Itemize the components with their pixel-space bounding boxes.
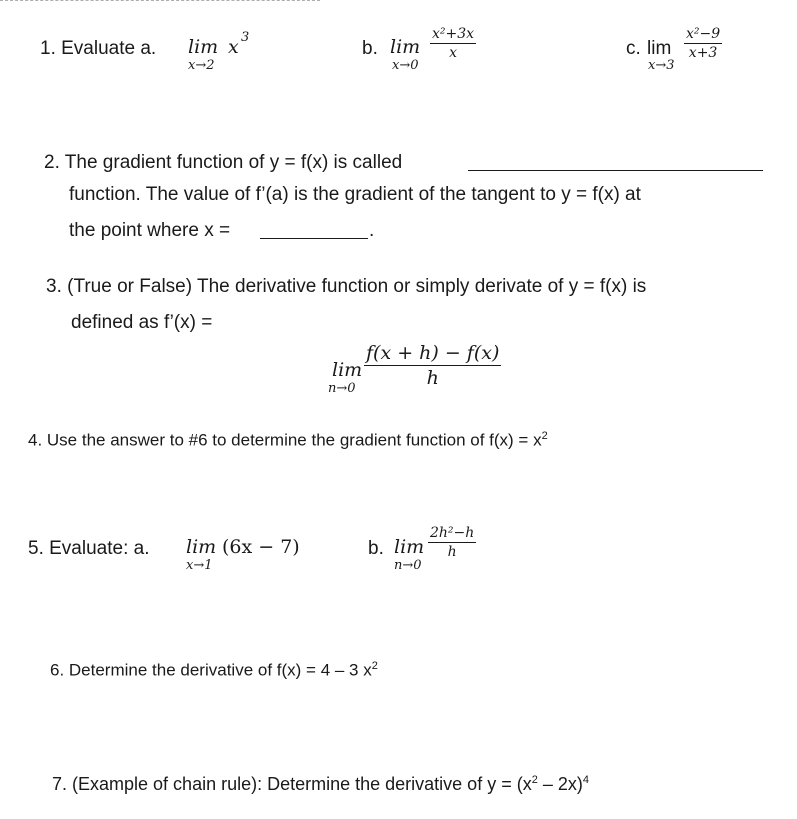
- q1c-fraction: [684, 26, 722, 61]
- q1c-sub: x→3: [648, 58, 675, 73]
- q1b-fraction: [430, 26, 476, 61]
- q5a-sub: x→1: [186, 558, 213, 573]
- q3-sub: n→0: [328, 381, 356, 396]
- q1-label: 1. Evaluate a.: [40, 38, 157, 59]
- q1b-denominator: x: [449, 45, 457, 61]
- q4-exponent: 2: [541, 430, 548, 442]
- q1b-fraction-bar: [430, 43, 476, 44]
- q5-label: 5. Evaluate: a.: [28, 538, 150, 559]
- q5b-denominator: h: [447, 544, 457, 560]
- q1b-lim: lim: [390, 36, 421, 58]
- q1b-label: b.: [362, 38, 378, 59]
- q1c-lim: lim: [647, 38, 672, 59]
- q2-answer-blank-2[interactable]: [260, 238, 368, 239]
- q7-inner-exponent: 2: [531, 774, 538, 786]
- q5b-numerator: 2h²−h: [430, 525, 475, 541]
- q1b-numerator: x²+3x: [432, 26, 475, 42]
- q2-line3: the point where x =: [69, 220, 231, 241]
- q6-text-body: 6. Determine the derivative of f(x) = 4 – 3 x: [50, 660, 372, 680]
- cropped-top-line: [0, 0, 320, 4]
- q5b-label: b.: [368, 538, 384, 559]
- q3-line2: defined as f’(x) =: [71, 312, 213, 333]
- q7-text-mid: – 2x): [537, 774, 583, 794]
- q2-line1: 2. The gradient function of y = f(x) is called: [44, 152, 403, 173]
- q5a-expr: (6x − 7): [222, 536, 300, 558]
- q5b-fraction: [428, 525, 476, 560]
- q5b-lim: lim: [394, 536, 425, 558]
- q1a-expr: x: [228, 36, 239, 58]
- q3-line1: 3. (True or False) The derivative function or simply derivate of y = f(x) is: [46, 276, 647, 297]
- q1c-label: c.: [626, 38, 641, 59]
- q2-line2: function. The value of f’(a) is the gradient of the tangent to y = f(x) at: [69, 184, 641, 205]
- q1c-fraction-bar: [684, 43, 722, 44]
- q3-lim: lim: [332, 359, 363, 381]
- q6-text: [50, 660, 378, 681]
- q7-exponent: 4: [582, 774, 589, 786]
- q1a-sub: x→2: [188, 58, 215, 73]
- q3-denominator: h: [426, 367, 439, 389]
- q2-line3-end: .: [369, 220, 375, 241]
- q5b-fraction-bar: [428, 542, 476, 543]
- q3-numerator: f(x + h) − f(x): [366, 342, 500, 364]
- q1c-numerator: x²−9: [686, 26, 721, 42]
- q1a-exp: 3: [241, 30, 250, 45]
- q5a-lim: lim: [186, 536, 217, 558]
- q7-text: [52, 774, 589, 795]
- q5b-sub: n→0: [394, 558, 422, 573]
- q3-fraction-bar: [364, 365, 501, 366]
- q2-answer-blank-1[interactable]: [468, 170, 763, 171]
- q3-fraction: [364, 342, 501, 389]
- q4-text: [28, 430, 548, 451]
- q1b-sub: x→0: [392, 58, 419, 73]
- q6-exponent: 2: [371, 660, 378, 672]
- q1c-denominator: x+3: [688, 45, 718, 61]
- q1a-lim: lim: [188, 36, 219, 58]
- q7-text-body: 7. (Example of chain rule): Determine the derivative of y = (x: [52, 774, 532, 794]
- q4-text-body: 4. Use the answer to #6 to determine the gradient function of f(x) = x: [28, 430, 542, 450]
